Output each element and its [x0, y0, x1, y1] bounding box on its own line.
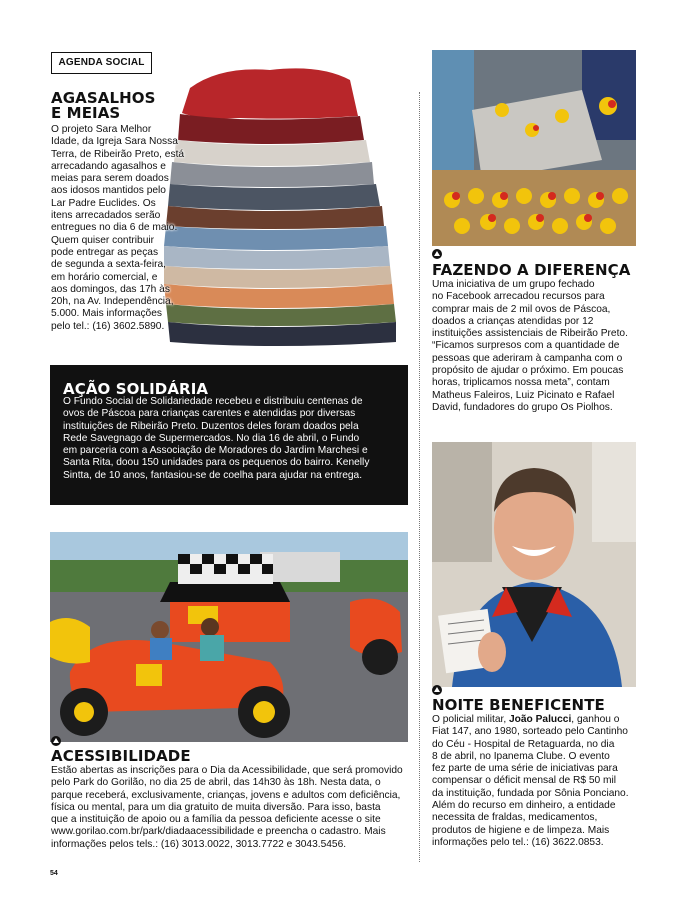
- fazendo-line: propósito de ajudar o próximo. Em poucas: [432, 365, 624, 377]
- noite-line: informações pelo tel.: (16) 3622.0853.: [432, 836, 604, 848]
- agasalhos-line: pode entregar as peças: [51, 246, 159, 258]
- agasalhos-line: Idade, da Igreja Sara Nossa: [51, 136, 178, 148]
- fazendo-line: comprar mais de 2 mil ovos de Páscoa,: [432, 303, 611, 315]
- fazendo-line: instituições assistenciais de Ribeirão Preto.: [432, 328, 628, 340]
- noite-line: produtos de higiene e de limpeza. Mais: [432, 824, 610, 836]
- acess-title: ACESSIBILIDADE: [51, 747, 191, 765]
- page-number: 54: [50, 870, 58, 877]
- agasalhos-line: Terra, de Ribeirão Preto, está: [51, 148, 185, 160]
- acao-line: Sintta, de 10 anos, fantasiou-se de coelha para ajudar na entrega.: [63, 469, 363, 481]
- fazendo-line: “Ficamos surpresos com a quantidade de: [432, 340, 620, 352]
- acao-line: instituições de Ribeirão Preto. Duzentos deles foram doados pela: [63, 420, 359, 432]
- agasalhos-title-line-2: E MEIAS: [51, 104, 121, 122]
- noite-line: 8 de abril, no Ipanema Clube. O evento: [432, 750, 610, 762]
- agasalhos-body: [51, 124, 196, 333]
- fazendo-line: Matheus Faleiros, Luiz Picinato e Rafael: [432, 389, 615, 401]
- noite-line: da instituição, fundada por Sônia Ponciano.: [432, 787, 629, 799]
- agasalhos-line: 20h, na Av. Independência,: [51, 296, 174, 308]
- acess-line: física ou mental, para um dia gratuito de muita diversão. Para isso, basta: [51, 801, 381, 813]
- column-separator: [419, 92, 420, 862]
- agasalhos-line: itens arrecadados serão: [51, 210, 161, 222]
- noite-line: do Céu - Hospital de Retaguarda, no dia: [432, 738, 615, 750]
- noite-person-name: João Palucci: [509, 714, 572, 725]
- acao-line: em parceria com a Associação de Moradores do Jardim Marchesi e: [63, 445, 368, 457]
- fazendo-line: Uma iniciativa de um grupo fechado: [432, 279, 595, 290]
- agasalhos-line: Lar Padre Euclides. Os: [51, 197, 156, 209]
- easter-eggs-illustration: [432, 50, 636, 246]
- man-portrait-illustration: [432, 442, 636, 687]
- acao-line: Santa Rita, doou 150 unidades para os pequenos do bairro. Kenelly: [63, 457, 370, 469]
- noite-line: Fiat 147, ano 1980, sorteado pelo Cantinho: [432, 726, 628, 738]
- acess-body: [51, 765, 411, 851]
- acao-body: [63, 396, 403, 482]
- acess-line: parque receberá, exclusivamente, crianças, jovens e adultos com deficiência,: [51, 789, 401, 801]
- agasalhos-line: em horário comercial, e: [51, 271, 158, 283]
- acess-line: informações pelos tels.: (16) 3013.0022, 3013.7722 e 3043.5456.: [51, 838, 347, 850]
- noite-line: Além do recurso em dinheiro, a entidade: [432, 800, 616, 812]
- man-portrait-photo: [432, 442, 636, 687]
- agasalhos-line: de segunda a sexta-feira,: [51, 259, 166, 271]
- acao-solidaria-box: [50, 365, 408, 505]
- park-ride-photo: [50, 532, 408, 742]
- fazendo-body: [432, 279, 642, 414]
- easter-eggs-photo: [432, 50, 636, 246]
- fazendo-line: David, fundadores do grupo Os Piolhos.: [432, 401, 613, 413]
- acao-line: ovos de Páscoa para crianças carentes e atendidas por diversas: [63, 408, 356, 420]
- acao-line: O Fundo Social de Solidariedade recebeu e distribuiu centenas de: [63, 396, 363, 407]
- noite-line-first: [432, 714, 647, 726]
- agasalhos-line: aos idosos mantidos pelo: [51, 185, 166, 197]
- acao-line: Rede Savegnago de Supermercados. No dia 16 de abril, o Fundo: [63, 432, 360, 444]
- arrow-icon: [432, 685, 442, 695]
- agasalhos-line: O projeto Sara Melhor: [51, 124, 152, 135]
- agasalhos-line: arrecadando agasalhos e: [51, 160, 166, 172]
- agasalhos-line: Quem quiser contribuir: [51, 234, 155, 246]
- noite-line: fez parte de uma série de iniciativas para: [432, 763, 618, 775]
- fazendo-line: no Facebook arrecadou recursos para: [432, 291, 605, 303]
- fazendo-title: FAZENDO A DIFERENÇA: [432, 261, 631, 279]
- noite-first-post: , ganhou o: [571, 714, 620, 725]
- noite-first-pre: O policial militar,: [432, 714, 509, 725]
- acess-line: pelo Park do Gorilão, no dia 25 de abril, das 14h30 às 18h. Nesta data, o: [51, 777, 381, 789]
- park-ride-illustration: [50, 532, 408, 742]
- acess-line: Estão abertas as inscrições para o Dia da Acessibilidade, que será promovido: [51, 765, 403, 776]
- fazendo-line: pessoas que aderiram à campanha com o: [432, 352, 623, 364]
- section-tag: AGENDA SOCIAL: [51, 52, 152, 74]
- agasalhos-line: meias para serem doados: [51, 173, 169, 185]
- fazendo-line: horas, triplicamos nossa meta”, contam: [432, 377, 610, 389]
- arrow-icon: [51, 736, 61, 746]
- noite-title: NOITE BENEFICENTE: [432, 696, 605, 714]
- arrow-icon: [432, 249, 442, 259]
- agasalhos-line: aos domingos, das 17h às: [51, 283, 170, 295]
- agasalhos-line: 5.000. Mais informações: [51, 308, 162, 320]
- agasalhos-line: pelo tel.: (16) 3602.5890.: [51, 320, 165, 332]
- noite-line: compensar o déficit mensal de R$ 50 mil: [432, 775, 617, 787]
- fazendo-line: doados a crianças atendidas por 12: [432, 315, 594, 327]
- agasalhos-line: entregues no dia 6 de maio.: [51, 222, 178, 234]
- noite-line: necessita de fraldas, medicamentos,: [432, 812, 598, 824]
- acao-title: AÇÃO SOLIDÁRIA: [63, 380, 209, 398]
- acess-line: www.gorilao.com.br/park/diadaacessibilidade e preencha o cadastro. Mais: [51, 826, 386, 838]
- agasalhos-title: [51, 91, 156, 121]
- acess-line: que a instituição de apoio ou a família da pessoa deficiente acesse o site: [51, 814, 381, 826]
- agasalhos-title-line-1: AGASALHOS: [51, 89, 156, 107]
- noite-body: [432, 714, 647, 849]
